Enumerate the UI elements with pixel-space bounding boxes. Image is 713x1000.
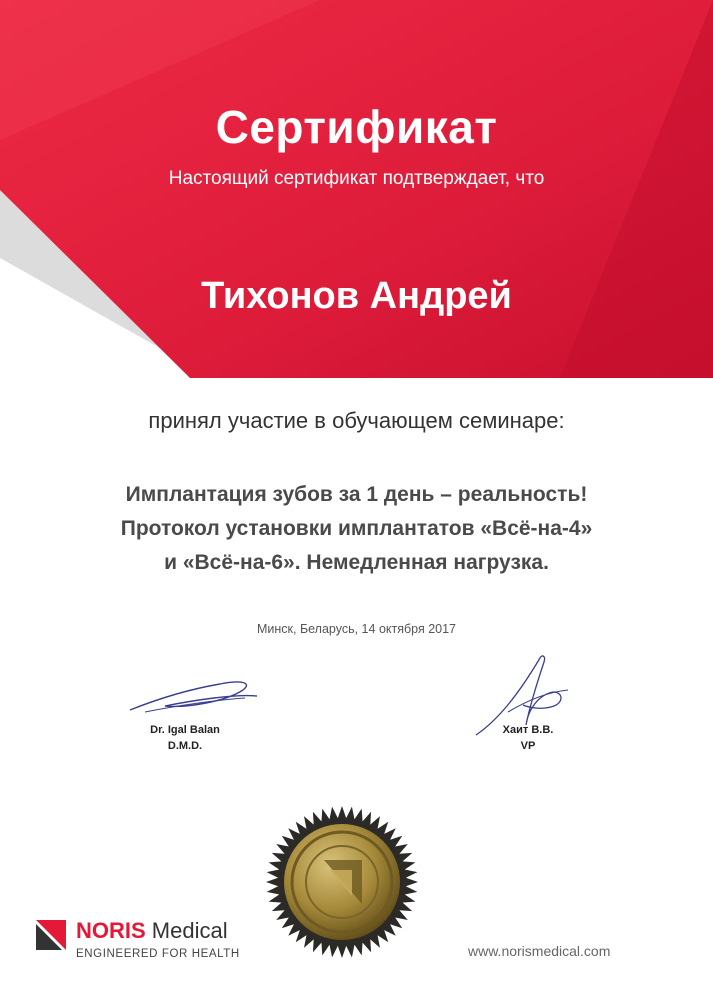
seminar-line-3: и «Всё-на-6». Немедленная нагрузка. — [164, 551, 549, 574]
place-date: Минск, Беларусь, 14 октября 2017 — [256, 622, 457, 636]
logo-product: Medical — [145, 918, 228, 943]
logo-wordmark — [76, 918, 228, 944]
recipient-name: Тихонов Андрей — [201, 275, 512, 317]
noris-medical-logo — [36, 918, 266, 968]
left-signer — [140, 722, 230, 754]
seminar-title — [40, 478, 673, 580]
gold-seal — [262, 802, 422, 962]
left-signature-graphic — [125, 672, 260, 717]
noris-logo-icon — [36, 920, 66, 950]
right-signer-name: Хаит В.В. — [502, 724, 554, 736]
left-signer-name: Dr. Igal Balan — [150, 724, 220, 736]
seminar-line-2: Протокол установки имплантатов «Всё-на-4» — [120, 517, 593, 540]
right-signer-title: VP — [520, 740, 536, 752]
red-header-banner — [0, 0, 713, 380]
left-signer-title: D.M.D. — [167, 740, 203, 752]
website-url: www.norismedical.com — [468, 943, 611, 959]
logo-brand: NORIS — [76, 918, 146, 943]
logo-tagline: ENGINEERED FOR HEALTH — [76, 948, 240, 960]
right-signer — [488, 722, 568, 754]
seminar-line-1: Имплантация зубов за 1 день – реальность! — [125, 483, 588, 506]
certificate-subtitle: Настоящий сертификат подтверждает, что — [168, 168, 545, 189]
certificate-title: Сертификат — [215, 101, 498, 153]
participation-text: принял участие в обучающем семинаре: — [148, 408, 565, 433]
